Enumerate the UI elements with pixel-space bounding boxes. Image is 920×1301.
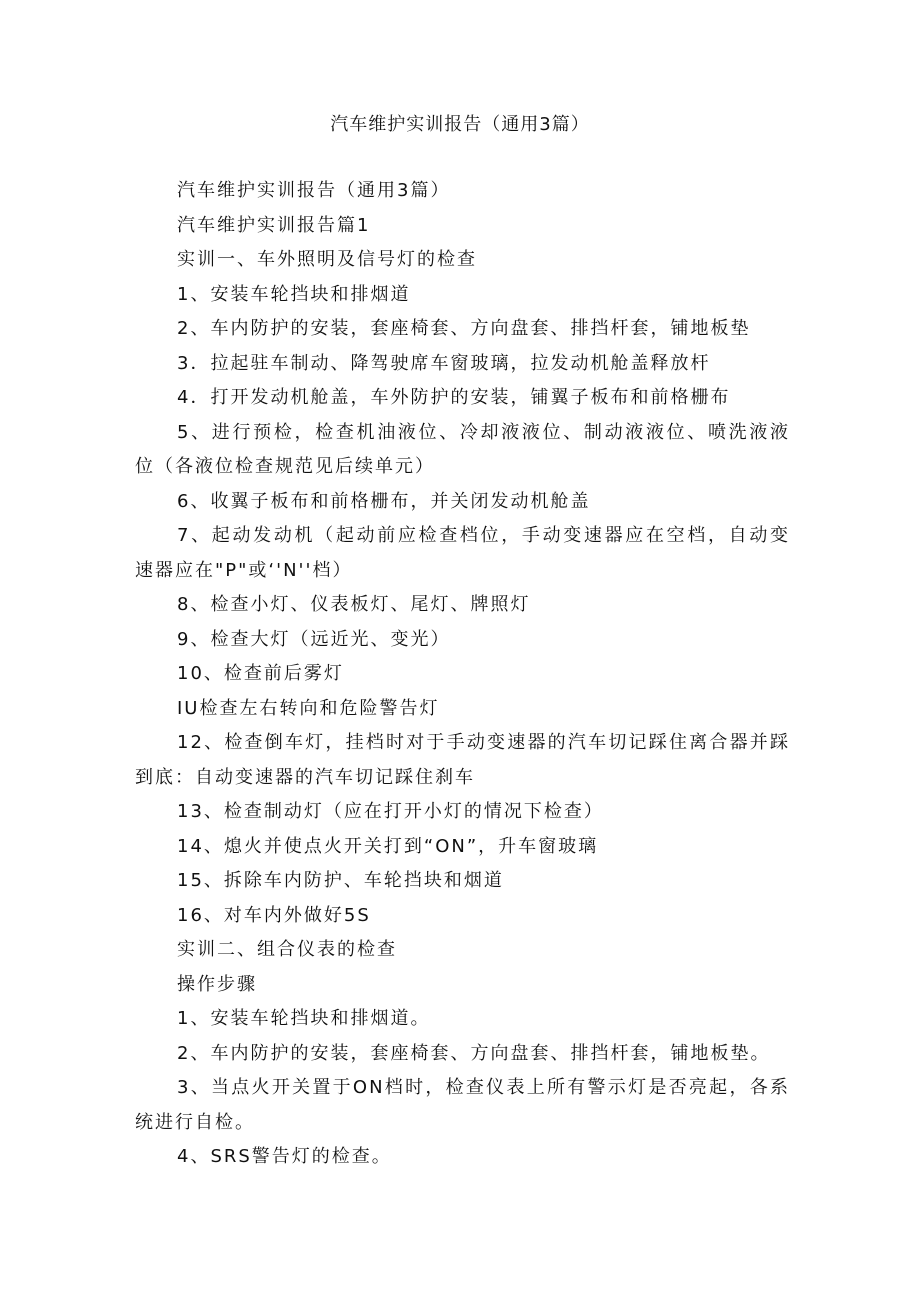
paragraph: 2、车内防护的安装，套座椅套、方向盘套、排挡杆套，铺地板垫 — [177, 318, 751, 339]
paragraph: 6、收翼子板布和前格栅布，并关闭发动机舱盖 — [177, 490, 591, 512]
paragraph: 9、检查大灯（远近光、变光） — [177, 628, 451, 650]
paragraph: IU检查左右转向和危险警告灯 — [177, 697, 440, 719]
paragraph: 13、检查制动灯（应在打开小灯的情况下检查） — [177, 801, 604, 822]
paragraph: 1、安装车轮挡块和排烟道。 — [177, 1008, 431, 1029]
paragraph: 1、安装车轮挡块和排烟道 — [177, 283, 411, 305]
paragraph: 15、拆除车内防护、车轮挡块和烟道 — [177, 870, 504, 891]
paragraph: 操作步骤 — [177, 973, 257, 995]
paragraph: 2、车内防护的安装，套座椅套、方向盘套、排挡杆套，铺地板垫。 — [177, 1042, 771, 1064]
paragraph: 3、当点火开关置于ON档时，检查仪表上所有警示灯是否亮起，各系统进行自检。 — [135, 1077, 790, 1133]
paragraph: 14、熄火并使点火开关打到“ON”，升车窗玻璃 — [177, 835, 599, 857]
paragraph: 实训一、车外照明及信号灯的检查 — [177, 249, 477, 270]
paragraph: 5、进行预检，检查机油液位、冷却液液位、制动液液位、喷洗液液位（各液位检查规范见后续单元） — [135, 421, 790, 477]
paragraph: 4．打开发动机舱盖，车外防护的安装，铺翼子板布和前格栅布 — [177, 387, 731, 408]
document-title: 汽车维护实训报告（通用3篇） — [330, 114, 590, 135]
paragraph: 10、检查前后雾灯 — [177, 663, 344, 684]
paragraph: 实训二、组合仪表的检查 — [177, 939, 397, 960]
paragraph: 7、起动发动机（起动前应检查档位，手动变速器应在空档，自动变速器应在"P"或‘'N''档） — [135, 525, 790, 581]
paragraph: 3．拉起驻车制动、降驾驶席车窗玻璃，拉发动机舱盖释放杆 — [177, 352, 711, 374]
paragraph: 16、对车内外做好5S — [177, 904, 371, 926]
paragraph: 4、SRS警告灯的检查。 — [177, 1146, 392, 1167]
document-body — [135, 174, 790, 1175]
paragraph: 12、检查倒车灯，挂档时对于手动变速器的汽车切记踩住离合器并踩到底：自动变速器的汽车切记踩住刹车 — [135, 732, 790, 788]
paragraph: 汽车维护实训报告（通用3篇） — [177, 180, 451, 201]
paragraph: 汽车维护实训报告篇1 — [177, 214, 371, 236]
paragraph: 8、检查小灯、仪表板灯、尾灯、牌照灯 — [177, 594, 531, 615]
